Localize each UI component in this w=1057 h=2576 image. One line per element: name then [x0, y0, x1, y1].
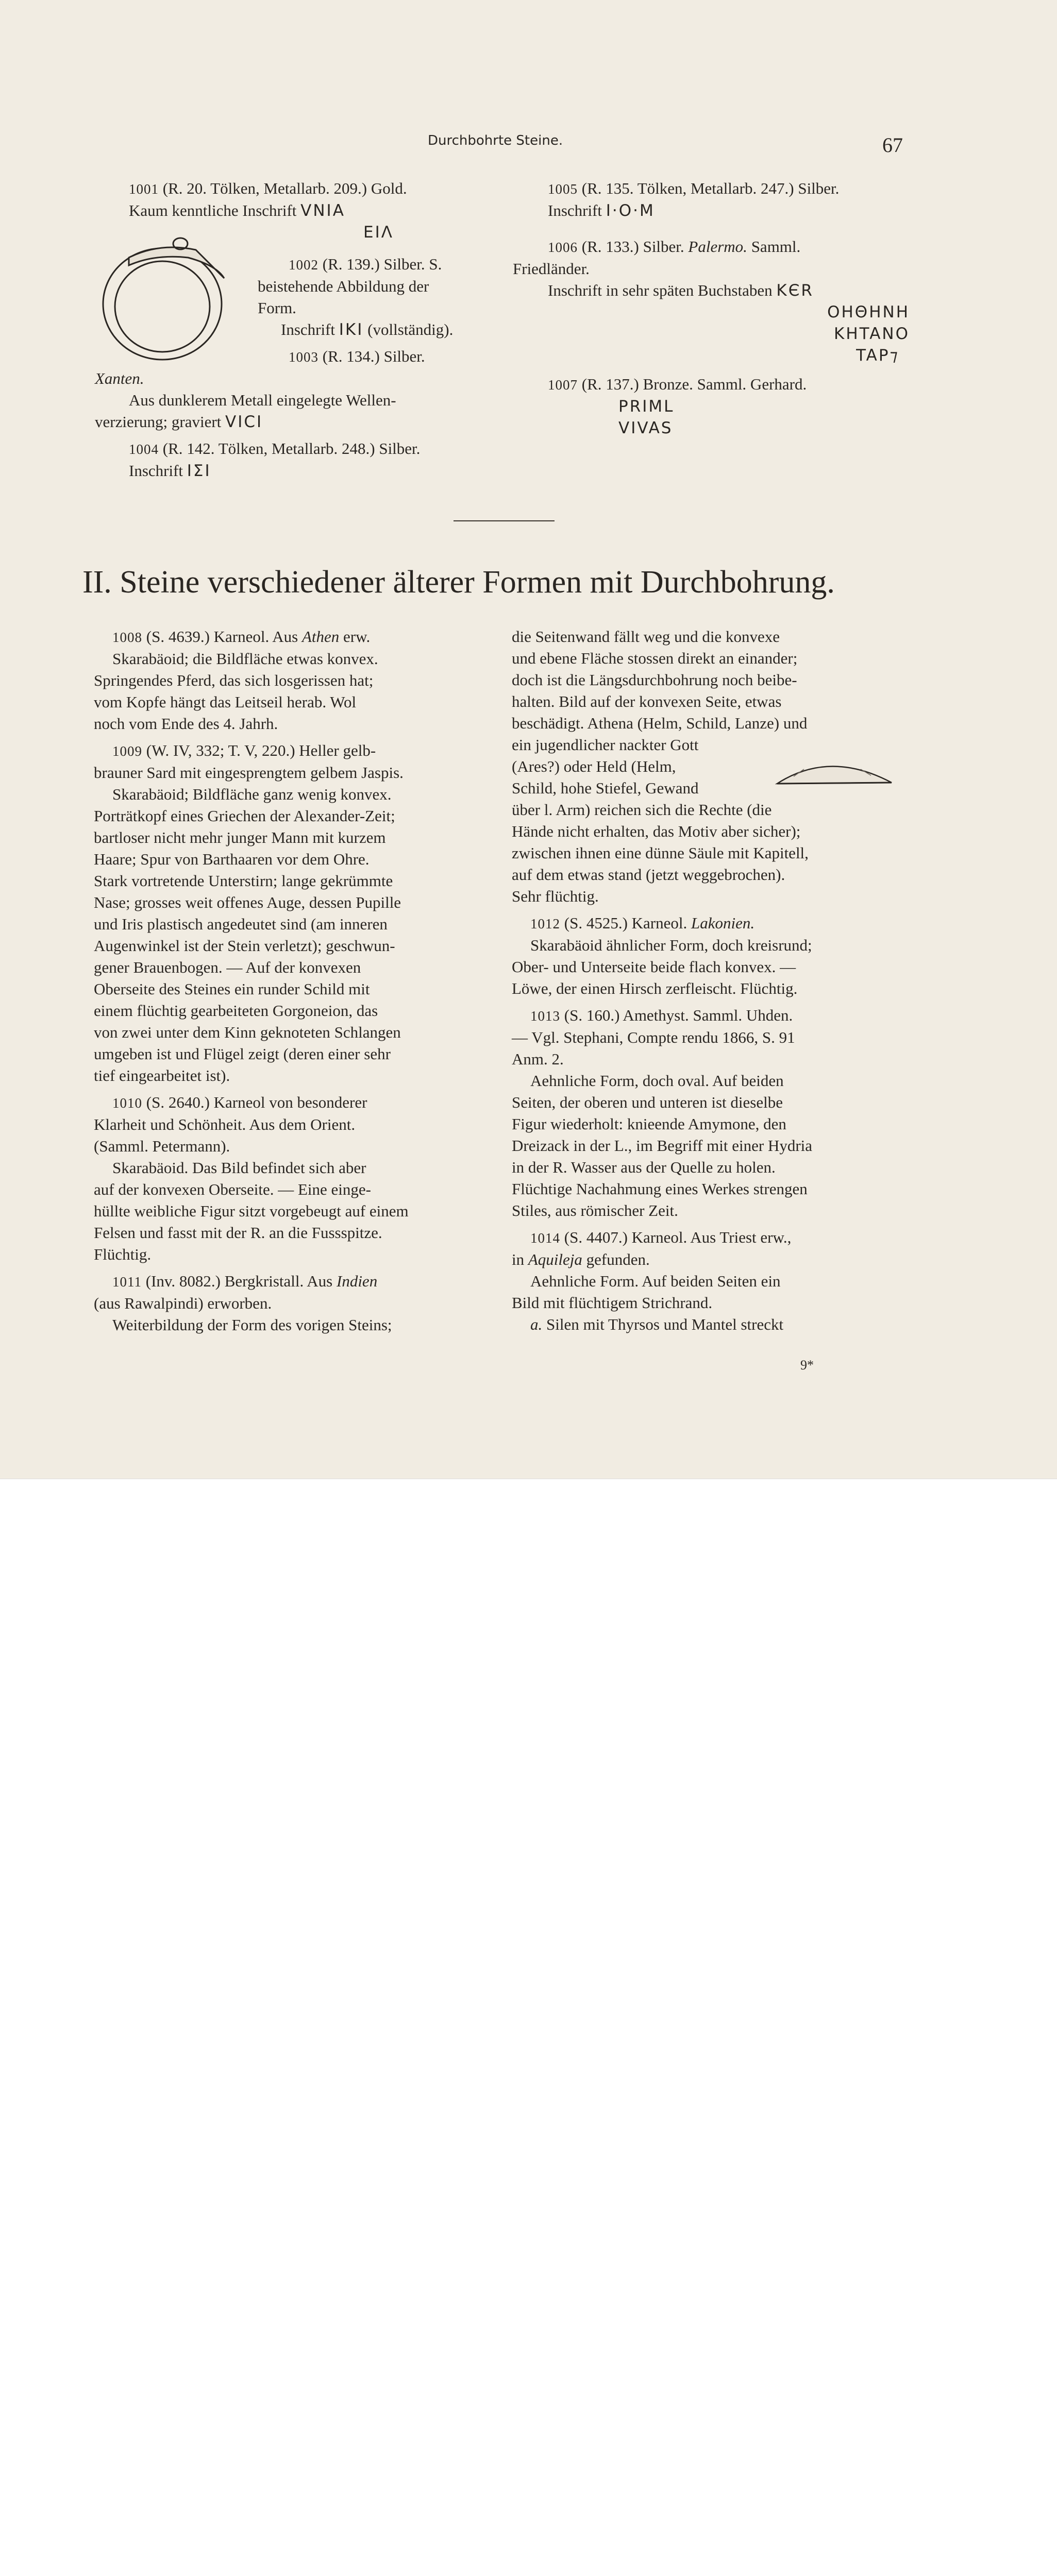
entry-1004: 1004 (R. 142. Tölken, Metallarb. 248.) Silber. [129, 439, 421, 457]
running-header: Durchbohrte Steine. [428, 133, 563, 148]
left-column-bottom: 1008 (S. 4639.) Karneol. Aus Athen erw. Skarabäoid; die Bildfläche etwas konvex. Springendes Pferd, das sich losgerissen hat; vom Kopfe hängt das Leitseil herab. Wol noch vom Ende des 4. Jahrh. 1009 (W. IV, 332; T. V, 220.) Heller gelb- brauner Sard mit eingesprengtem gelbem Jaspis. Skarabäoid; Bildfläche ganz wenig konvex. Porträtkopf eines Griechen der Alexander-Zeit; bartloser nicht mehr junger Mann mit kurzem Haare; Spur von Barthaaren vor dem Ohre. Stark vortretende Unterstirn; lange gekrümmte Nase; grosses weit offenes Auge, dessen Pupille und Iris plastisch angedeutet sind (am inneren Augenwinkel ist der Stein verletzt); geschwun- gener Brauenbogen. — Auf der konvexen Oberseite des Steines ein runder Schild mit einem flüchtig gearbeiteten Gorgoneion, das von zwei unter dem Kinn geknoteten Schlangen umgeben ist und Flügel zeigt (deren einer sehr tief eingearbeitet ist). 1010 (S. 2640.) Karneol von besonderer Klarheit und Schönheit. Aus dem Orient. (Samml. Petermann). Skarabäoid. Das Bild befindet sich aber auf der konvexen Oberseite. — Eine einge- hüllte weibliche Figur sitzt vorgebeugt auf einem Felsen und fasst mit der R. an die Fussspitze. Flüchtig. 1011 (Inv. 8082.) Bergkristall. Aus Indien (aus Rawalpindi) erworben. Weiterbildung der Form des vorigen Steins; [94, 626, 488, 1336]
inscription: TAP⁊ [856, 346, 899, 365]
entry-1010: 1010 (S. 2640.) Karneol von besonderer [112, 1093, 367, 1111]
inscription: KHTANO [834, 325, 910, 343]
page-number: 67 [882, 133, 903, 157]
entry-1014: 1014 (S. 4407.) Karneol. Aus Triest erw., [530, 1228, 792, 1246]
inscription: IKI [339, 320, 364, 339]
inscription: OHΘHNH [827, 303, 910, 321]
entry-1009: 1009 (W. IV, 332; T. V, 220.) Heller gelb- [112, 741, 376, 759]
entry-1002: 1002 (R. 139.) Silber. S. [289, 255, 442, 273]
entries-1002-1004: 1002 (R. 139.) Silber. S. beistehende Abbildung der Form. Inschrift IKI (vollständig). 1003 (R. 134.) Silber. Xanten. Aus dunklerem Metall eingelegte Wellen- verzierung; graviert VICI 1004 (R. 142. Tölken, Metallarb. 248.) Silber. Inschrift IΣI [129, 253, 490, 482]
inscription: VICI [225, 413, 263, 431]
inscription: VIVAS [618, 419, 673, 437]
entry-1001: 1001 (R. 20. Tölken, Metallarb. 209.) Gold. [129, 179, 407, 197]
entry-1011: 1011 (Inv. 8082.) Bergkristall. Aus Indien [112, 1272, 378, 1290]
inscription: IΣI [187, 462, 211, 480]
entry-1006: 1006 (R. 133.) Silber. Palermo. Samml. [548, 238, 801, 256]
inscription: EIΛ [363, 223, 394, 242]
section-title: II. Steine verschiedener älterer Formen mit Durchbohrung. [82, 565, 835, 600]
entry-1007: 1007 (R. 137.) Bronze. Samml. Gerhard. [548, 375, 807, 393]
right-column-top: 1005 (R. 135. Tölken, Metallarb. 247.) Silber. Inschrift I·O·M 1006 (R. 133.) Silber. Palermo. Samml. Friedländer. Inschrift in sehr späten Buchstaben KЄR OHΘHNH KHTANO TAP⁊ 1007 (R. 137.) Bronze. Samml. Gerhard. PRIML VIVAS [513, 178, 910, 439]
signature-mark: 9* [800, 1358, 814, 1372]
inscription: I·O·M [606, 201, 655, 220]
entry-1003: 1003 (R. 134.) Silber. [289, 347, 425, 365]
digitization-footer [0, 1479, 1057, 1562]
inscription: VNIA [300, 201, 345, 220]
inscription: PRIML [618, 397, 675, 416]
entry-1012: 1012 (S. 4525.) Karneol. Lakonien. [530, 914, 755, 932]
lens-profile-illustration [773, 754, 897, 790]
entry-1005: 1005 (R. 135. Tölken, Metallarb. 247.) Silber. [548, 179, 840, 197]
left-column-top: 1001 (R. 20. Tölken, Metallarb. 209.) Gold. Kaum kenntliche Inschrift VNIA EIΛ [129, 178, 490, 243]
inscription: KЄR [776, 281, 814, 300]
section-divider [454, 520, 555, 521]
right-column-bottom: die Seitenwand fällt weg und die konvexe und ebene Fläche stossen direkt an einander; doch ist die Längsdurchbohrung noch beibe- halten. Bild auf der konvexen Seite, etwas beschädigt. Athena (Helm, Schild, Lanze) und ein jugendlicher nackter Gott (Ares?) oder Held (Helm, Schild, hohe Stiefel, Gewand über l. Arm) reichen sich die Rechte (die Hände nicht erhalten, das Motiv aber sicher); zwischen ihnen eine dünne Säule mit Kapitell, auf dem etwas stand (jetzt weggebrochen). Sehr flüchtig. 1012 (S. 4525.) Karneol. Lakonien. Skarabäoid ähnlicher Form, doch kreisrund; Ober- und Unterseite beide flach konvex. — Löwe, der einen Hirsch zerfleischt. Flüchtig. 1013 (S. 160.) Amethyst. Samml. Uhden. — Vgl. Stephani, Compte rendu 1866, S. 91 Anm. 2. Aehnliche Form, doch oval. Auf beiden Seiten, der oberen und unteren ist dieselbe Figur wiederholt: knieende Amymone, den Dreizack in der L., im Begriff mit einer Hydria in der R. Wasser aus der Quelle zu holen. Flüchtige Nachahmung eines Werkes strengen Stiles, aus römischer Zeit. 1014 (S. 4407.) Karneol. Aus Triest erw., in Aquileja gefunden. Aehnliche Form. Auf beiden Seiten ein Bild mit flüchtigem Strichrand. a. Silen mit Thyrsos und Mantel streckt [512, 626, 909, 1335]
entry-1013: 1013 (S. 160.) Amethyst. Samml. Uhden. [530, 1006, 793, 1024]
entry-1008: 1008 (S. 4639.) Karneol. Aus Athen erw. [112, 628, 371, 646]
